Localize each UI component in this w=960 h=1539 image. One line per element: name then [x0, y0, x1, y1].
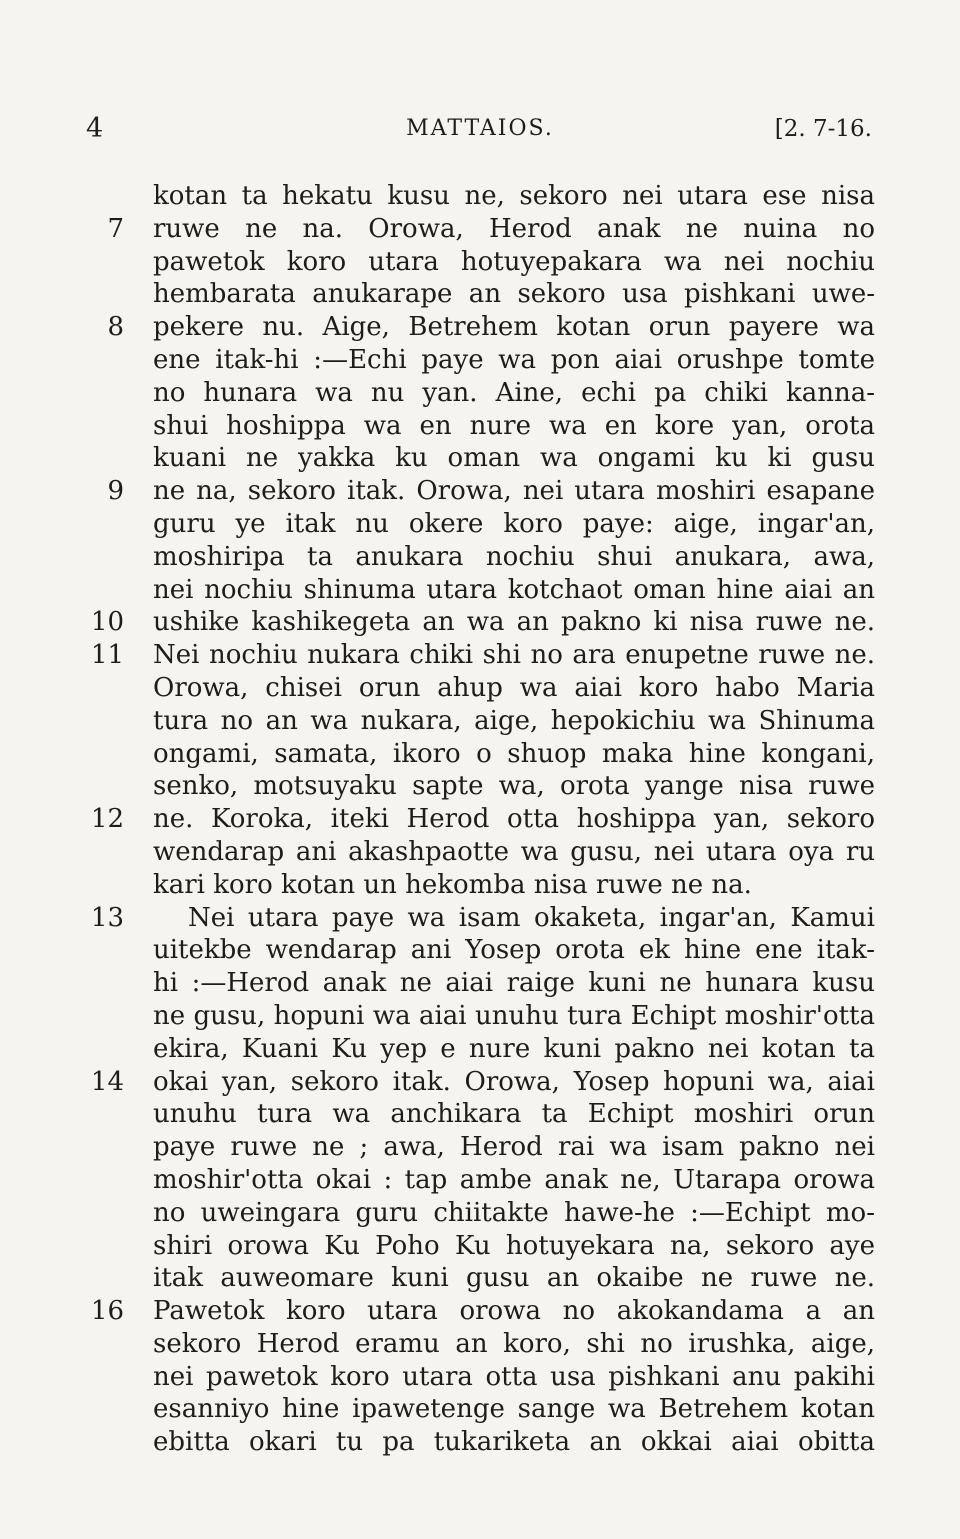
- text-line: [0, 836, 960, 869]
- line-text: wendarap ani akashpaotte wa gusu, nei utara oya ru: [153, 836, 875, 867]
- text-line: [0, 1197, 960, 1230]
- text-line: [0, 705, 960, 738]
- line-text: ne na, sekoro itak. Orowa, nei utara moshiri esapane: [153, 476, 875, 507]
- text-line: [0, 1295, 960, 1328]
- text-line: [0, 869, 960, 902]
- verse-number: 9: [107, 476, 124, 507]
- line-text: uitekbe wendarap ani Yosep orota ek hine ene itak-: [153, 935, 875, 966]
- text-line: [0, 213, 960, 246]
- line-text: shiri orowa Ku Poho Ku hotuyekara na, sekoro aye: [153, 1230, 875, 1261]
- text-line: [0, 1262, 960, 1295]
- text-line: [0, 344, 960, 377]
- text-line: [0, 934, 960, 967]
- line-text: sekoro Herod eramu an koro, shi no irushka, aige,: [153, 1328, 875, 1359]
- text-line: [0, 246, 960, 279]
- verse-number: 14: [90, 1066, 124, 1097]
- text-line: [0, 442, 960, 475]
- line-text: Nei utara paye wa isam okaketa, ingar'an, Kamui: [188, 902, 875, 933]
- line-text: ne gusu, hopuni wa aiai unuhu tura Echipt moshir'otta: [153, 1000, 875, 1031]
- text-line: [0, 606, 960, 639]
- line-text: nei nochiu shinuma utara kotchaot oman hine aiai an: [153, 574, 875, 605]
- line-text: ruwe ne na. Orowa, Herod anak ne nuina no: [153, 213, 875, 244]
- line-text: shui hoshippa wa en nure wa en kore yan, orota: [153, 410, 875, 441]
- verse-number: 12: [90, 804, 124, 835]
- line-text: ekira, Kuani Ku yep e nure kuni pakno nei kotan ta: [153, 1033, 875, 1064]
- text-line: [0, 1426, 960, 1459]
- line-text: tura no an wa nukara, aige, hepokichiu wa Shinuma: [153, 705, 875, 736]
- line-text: ushike kashikegeta an wa an pakno ki nisa ruwe ne.: [153, 607, 875, 638]
- text-body: [0, 180, 960, 1459]
- text-line: [0, 311, 960, 344]
- line-text: esanniyo hine ipawetenge sange wa Betrehem kotan: [153, 1394, 875, 1425]
- line-text: kotan ta hekatu kusu ne, sekoro nei utara ese nisa: [153, 181, 875, 211]
- text-line: [0, 377, 960, 410]
- line-text: hi :—Herod anak ne aiai raige kuni ne hunara kusu: [153, 968, 875, 999]
- line-text: pekere nu. Aige, Betrehem kotan orun payere wa: [153, 312, 875, 343]
- line-text: unuhu tura wa anchikara ta Echipt moshiri orun: [153, 1099, 875, 1130]
- verse-number: 7: [107, 213, 124, 244]
- line-text: Nei nochiu nukara chiki shi no ara enupetne ruwe ne.: [153, 640, 875, 671]
- text-line: [0, 508, 960, 541]
- running-header: [0, 112, 960, 152]
- line-text: paye ruwe ne ; awa, Herod rai wa isam pakno nei: [153, 1132, 875, 1163]
- text-line: [0, 1164, 960, 1197]
- line-text: no uweingara guru chiitakte hawe-he :—Echipt mo-: [153, 1197, 875, 1228]
- line-text: ongami, samata, ikoro o shuop maka hine kongani,: [153, 738, 875, 769]
- line-text: ne. Koroka, iteki Herod otta hoshippa yan, sekoro: [153, 804, 875, 835]
- line-text: kuani ne yakka ku oman wa ongami ku ki gusu: [153, 443, 875, 474]
- line-text: pawetok koro utara hotuyepakara wa nei nochiu: [153, 246, 875, 277]
- verse-number: 8: [107, 312, 124, 343]
- text-line: [0, 410, 960, 443]
- line-text: okai yan, sekoro itak. Orowa, Yosep hopuni wa, aiai: [153, 1066, 875, 1097]
- text-line: [0, 1066, 960, 1099]
- line-text: nei pawetok koro utara otta usa pishkani anu pakihi: [153, 1361, 875, 1392]
- chapter-verse-reference: [2. 7-16.: [774, 116, 872, 142]
- text-line: [0, 574, 960, 607]
- line-text: hembarata anukarape an sekoro usa pishkani uwe-: [153, 279, 875, 310]
- verse-number: 16: [90, 1296, 124, 1327]
- text-line: [0, 541, 960, 574]
- line-text: kari koro kotan un hekomba nisa ruwe ne na.: [153, 869, 752, 900]
- text-line: [0, 278, 960, 311]
- text-line: [0, 1033, 960, 1066]
- text-line: [0, 180, 960, 213]
- line-text: ebitta okari tu pa tukariketa an okkai aiai obitta: [153, 1427, 875, 1458]
- text-line: [0, 672, 960, 705]
- line-text: no hunara wa nu yan. Aine, echi pa chiki kanna-: [153, 377, 875, 408]
- line-text: senko, motsuyaku sapte wa, orota yange nisa ruwe: [153, 771, 875, 802]
- text-line: [0, 738, 960, 771]
- verse-number: 10: [90, 607, 124, 638]
- text-line: [0, 1361, 960, 1394]
- text-line: [0, 770, 960, 803]
- verse-number: 11: [90, 640, 124, 671]
- text-line: [0, 1328, 960, 1361]
- text-line: [0, 902, 960, 935]
- line-text: itak auweomare kuni gusu an okaibe ne ruwe ne.: [153, 1263, 875, 1294]
- text-line: [0, 967, 960, 1000]
- page-number: 4: [86, 113, 104, 144]
- line-text: guru ye itak nu okere koro paye: aige, ingar'an,: [153, 508, 875, 539]
- text-line: [0, 1131, 960, 1164]
- text-line: [0, 803, 960, 836]
- line-text: ene itak-hi :—Echi paye wa pon aiai orushpe tomte: [153, 344, 875, 375]
- text-line: [0, 1393, 960, 1426]
- line-text: moshir'otta okai : tap ambe anak ne, Utarapa orowa: [153, 1164, 875, 1195]
- text-line: [0, 1230, 960, 1263]
- line-text: Orowa, chisei orun ahup wa aiai koro habo Maria: [153, 672, 875, 703]
- text-line: [0, 1000, 960, 1033]
- line-text: moshiripa ta anukara nochiu shui anukara, awa,: [153, 541, 875, 572]
- text-line: [0, 1098, 960, 1131]
- text-line: [0, 639, 960, 672]
- line-text: Pawetok koro utara orowa no akokandama a an: [153, 1296, 875, 1327]
- running-title: MATTAIOS.: [406, 116, 554, 141]
- verse-number: 13: [90, 902, 124, 933]
- text-line: [0, 475, 960, 508]
